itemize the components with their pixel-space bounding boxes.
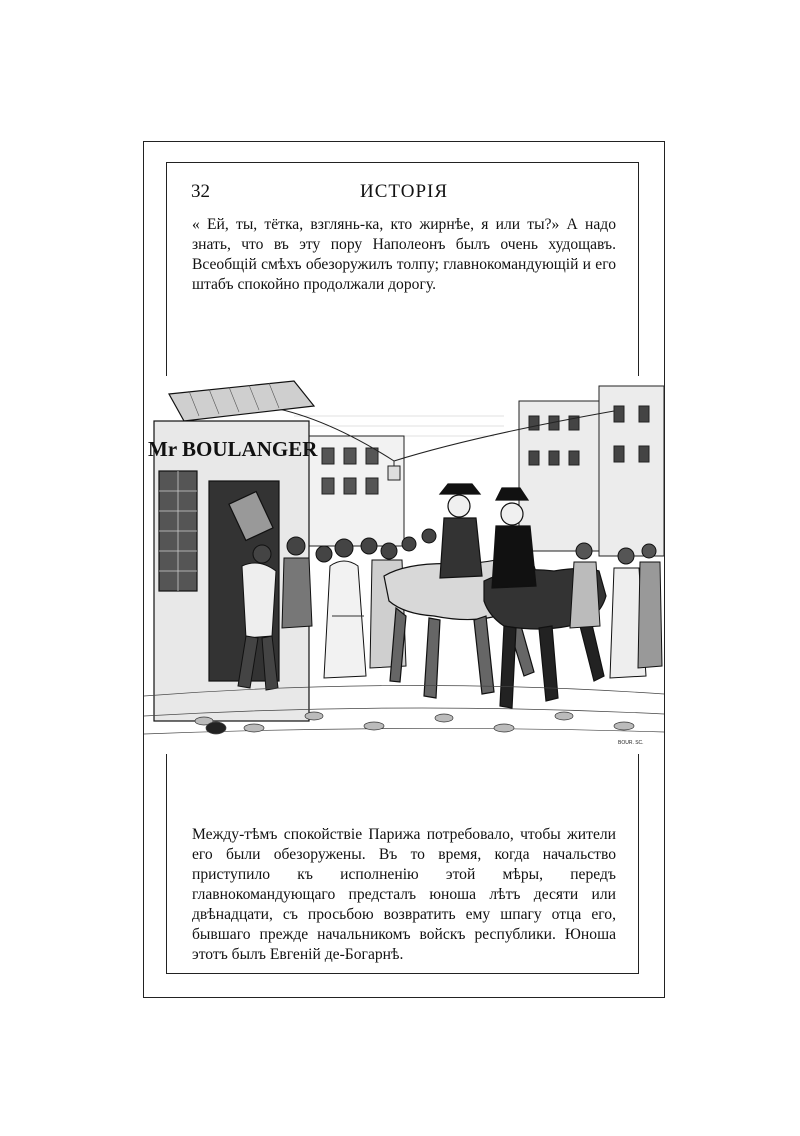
- engraver-signature: BOUR. SC.: [618, 740, 644, 746]
- engraving-illustration: [144, 376, 664, 754]
- crowd-right: [570, 543, 662, 678]
- paragraph-top: « Ей, ты, тётка, взглянь-ка, кто жирнѣе, я или ты?» А надо знать, что въ эту пору Наполеонъ былъ очень худощавъ. Всеобщій смѣхъ обезоружилъ толпу; главнокомандующій и его штабъ спокойно продолжали дорогу.: [192, 216, 616, 293]
- running-header: ИСТОРІЯ: [360, 181, 449, 202]
- paragraph-bottom: Между-тѣмъ спокойствіе Парижа потребовало, чтобы жители его были обезоружены. Въ то время, когда начальство приступило къ исполненію этой мѣры, передъ главнокомандующаго предсталъ юноша лѣтъ десяти или двѣнадцати, съ просьбою возвратить ему шпагу отца его, бывшаго прежде начальникомъ войскъ республики. Юноша этотъ былъ Евгеній де-Богарнѣ.: [192, 826, 616, 963]
- shop-sign-text: Mr BOULANGER: [148, 437, 318, 461]
- shop-sign: [148, 437, 318, 461]
- page-number: 32: [191, 181, 210, 202]
- street-scene-engraving: [144, 376, 664, 754]
- background-building-center: [309, 436, 404, 546]
- background-buildings-right: [519, 386, 664, 556]
